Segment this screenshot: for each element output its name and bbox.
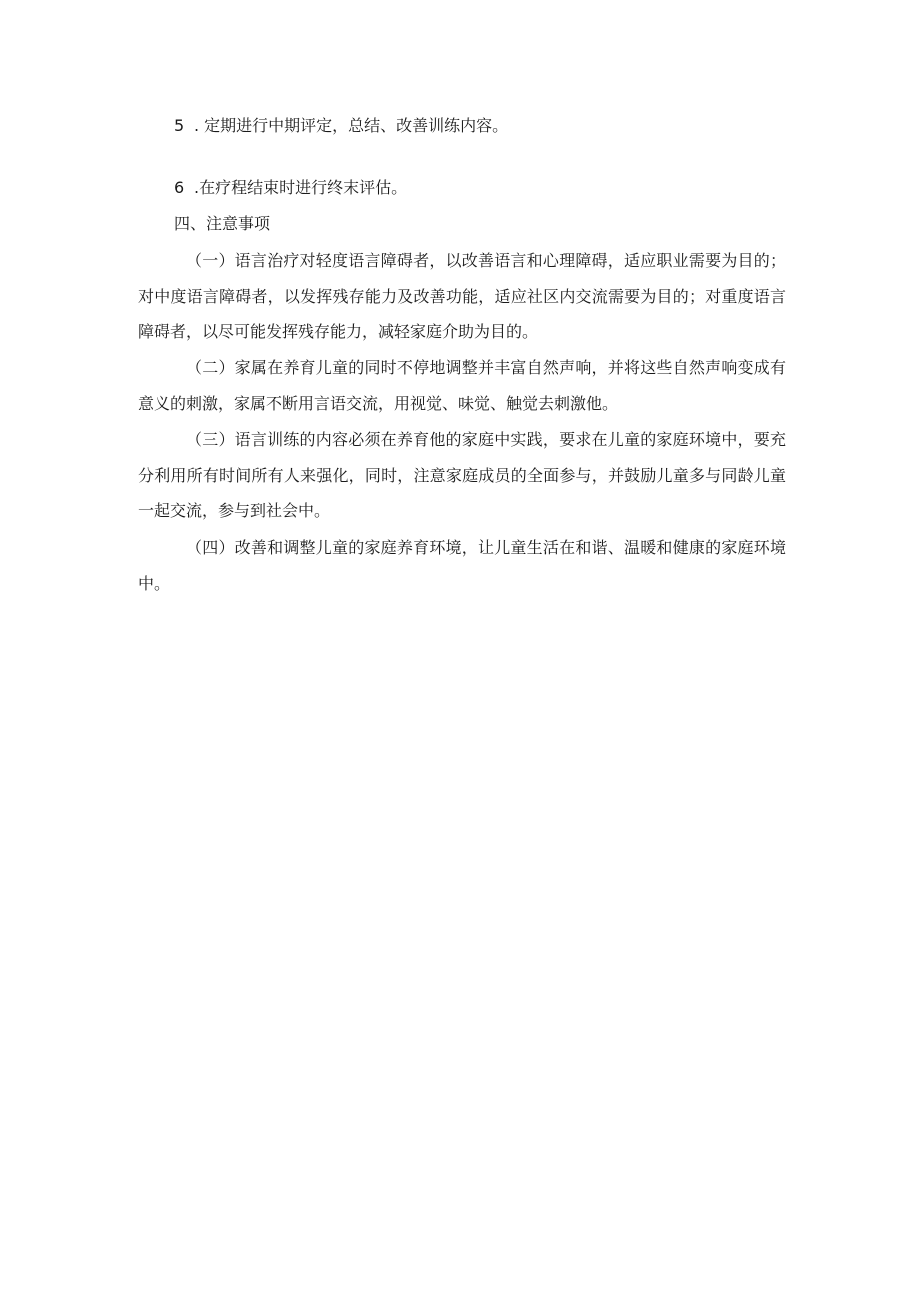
- step-text: . 定期进行中期评定，总结、改善训练内容。: [194, 116, 509, 135]
- note-paragraph-4: （四）改善和调整儿童的家庭养育环境，让儿童生活在和谐、温暖和健康的家庭环境中。: [138, 538, 786, 593]
- section-heading: 四、注意事项: [174, 214, 271, 233]
- step-number: 6: [174, 178, 185, 197]
- step-item-6: [174, 178, 407, 198]
- step-item-5: [174, 116, 508, 136]
- step-number: 5: [174, 116, 185, 135]
- note-paragraph-1: （一）语言治疗对轻度语言障碍者，以改善语言和心理障碍，适应职业需要为目的；对中度语言障碍者，以发挥残存能力及改善功能，适应社区内交流需要为目的；对重度语言障碍者，以尽可能发挥残存能力，减轻家庭介助为目的。: [138, 251, 786, 341]
- step-text: .在疗程结束时进行终末评估。: [194, 178, 408, 197]
- note-paragraph-2: （二）家属在养育儿童的同时不停地调整并丰富自然声响，并将这些自然声响变成有意义的刺激，家属不断用言语交流，用视觉、味觉、触觉去刺激他。: [138, 358, 786, 413]
- note-paragraph-3: （三）语言训练的内容必须在养育他的家庭中实践，要求在儿童的家庭环境中，要充分利用所有时间所有人来强化，同时，注意家庭成员的全面参与，并鼓励儿童多与同龄儿童一起交流，参与到社会中。: [138, 430, 786, 520]
